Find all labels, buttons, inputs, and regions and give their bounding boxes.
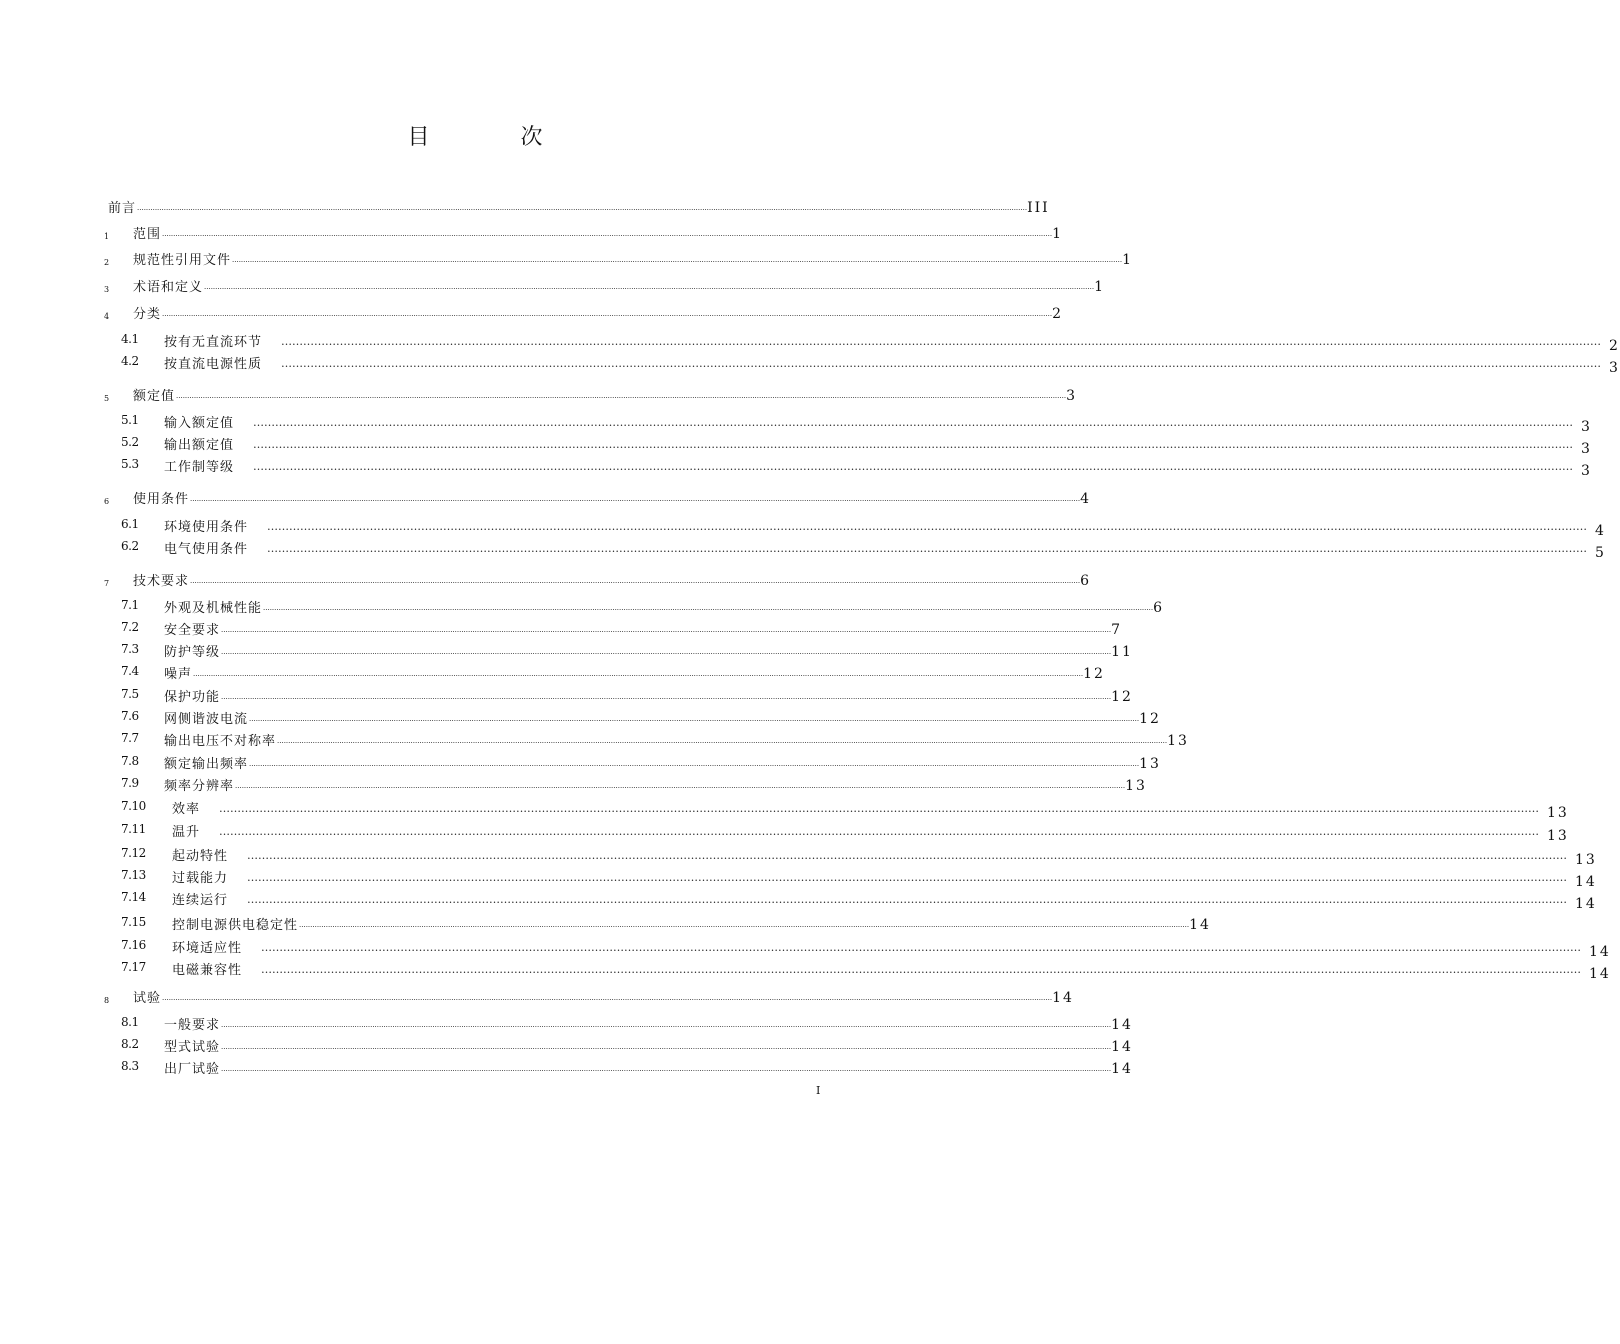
toc-entry[interactable] <box>0 275 1105 295</box>
toc-entry-number: 7.14 <box>121 890 146 904</box>
leader-dots: ……………………………………………………………………………………………………………………………………………………………………………………………………………………………………………………………………………………………………………………………… <box>247 871 1568 884</box>
leader-dots: ................................................................................................................................................................................................................................................................................................................................................................................................................ <box>249 760 1140 768</box>
toc-entry[interactable] <box>0 222 1063 242</box>
toc-entry-number: 6 <box>104 497 110 506</box>
toc-entry[interactable] <box>0 729 1189 749</box>
leader-dots: ................................................................................................................................................................................................................................................................................................................................................................................................................ <box>162 310 1053 318</box>
toc-entry-title: 控制电源供电稳定性 <box>172 918 299 933</box>
toc-entry[interactable] <box>0 1035 1133 1055</box>
toc-entry-title: 输出额定值 <box>164 438 235 453</box>
toc-entry-page: 13 <box>1547 828 1569 844</box>
leader-dots: ................................................................................................................................................................................................................................................................................................................................................................................................................ <box>221 626 1112 634</box>
toc-entry-page: 1 <box>1122 252 1133 268</box>
toc-entry-page: 14 <box>1111 1039 1133 1055</box>
leader-dots: ……………………………………………………………………………………………………………………………………………………………………………………………………………………………………………………………………………………………………………………………… <box>253 460 1574 473</box>
toc-entry[interactable] <box>0 774 1147 794</box>
toc-entry-number: 7.17 <box>121 960 146 974</box>
leader-dots: ................................................................................................................................................................................................................................................................................................................................................................................................................ <box>221 1021 1112 1029</box>
toc-entry[interactable] <box>0 866 1597 890</box>
toc-entry-page: 1 <box>1094 279 1105 295</box>
toc-entry-page: 14 <box>1589 944 1611 960</box>
leader-dots: ................................................................................................................................................................................................................................................................................................................................................................................................................ <box>249 715 1140 723</box>
toc-entry[interactable] <box>0 487 1091 507</box>
toc-entry-number: 4 <box>104 312 110 321</box>
toc-entry-title: 外观及机械性能 <box>164 601 263 616</box>
toc-entry[interactable] <box>0 537 1606 561</box>
toc-entry-title: 型式试验 <box>164 1040 221 1055</box>
toc-entry-number: 7.8 <box>121 754 139 768</box>
toc-entry[interactable] <box>0 596 1164 616</box>
toc-entry-title: 试验 <box>133 991 162 1006</box>
leader-dots: ................................................................................................................................................................................................................................................................................................................................................................................................................ <box>162 230 1053 238</box>
leader-dots: ……………………………………………………………………………………………………………………………………………………………………………………………………………………………………………………………………………………………………………………………… <box>253 416 1574 429</box>
leader-dots: ……………………………………………………………………………………………………………………………………………………………………………………………………………………………………………………………………………………………………………………………… <box>267 520 1588 533</box>
toc-entry[interactable] <box>0 662 1105 682</box>
toc-entry-title: 输入额定值 <box>164 416 235 431</box>
toc-entry-page: 14 <box>1111 1061 1133 1077</box>
toc-entry-number: 7.15 <box>121 915 146 929</box>
toc-entry-page: 5 <box>1595 545 1606 561</box>
toc-entry-title: 频率分辨率 <box>164 779 235 794</box>
toc-entry[interactable] <box>0 384 1077 404</box>
leader-dots: ................................................................................................................................................................................................................................................................................................................................................................................................................ <box>162 994 1053 1002</box>
toc-entry-page: 13 <box>1547 805 1569 821</box>
toc-entry-page: 2 <box>1052 306 1063 322</box>
toc-entry-page: 3 <box>1066 388 1077 404</box>
toc-entry-title: 保护功能 <box>164 690 221 705</box>
toc-entry-title: 分类 <box>133 307 162 322</box>
toc-entry-number: 8 <box>104 996 110 1005</box>
leader-dots: ................................................................................................................................................................................................................................................................................................................................................................................................................ <box>221 1065 1112 1073</box>
toc-entry-page: 14 <box>1189 917 1211 933</box>
toc-entry-page: 3 <box>1581 463 1592 479</box>
leader-dots: ……………………………………………………………………………………………………………………………………………………………………………………………………………………………………………………………………………………………………………………………… <box>247 849 1568 862</box>
toc-entry-number: 7 <box>104 579 110 588</box>
leader-dots: ................................................................................................................................................................................................................................................................................................................................................................................................................ <box>190 495 1081 503</box>
toc-entry[interactable] <box>0 515 1606 539</box>
toc-entry[interactable] <box>0 752 1161 772</box>
toc-entry-title: 一般要求 <box>164 1018 221 1033</box>
leader-dots: ……………………………………………………………………………………………………………………………………………………………………………………………………………………………………………………………………………………………………………………………… <box>253 438 1574 451</box>
toc-entry[interactable] <box>0 196 1050 216</box>
toc-entry[interactable] <box>0 248 1133 268</box>
toc-entry[interactable] <box>0 352 1620 376</box>
toc-entry-title: 规范性引用文件 <box>133 253 232 268</box>
toc-entry-title: 环境使用条件 <box>164 520 249 535</box>
leader-dots: ……………………………………………………………………………………………………………………………………………………………………………………………………………………………………………………………………………………………………………………………… <box>261 963 1582 976</box>
toc-entry-title: 电磁兼容性 <box>172 963 243 978</box>
toc-entry-number: 7.11 <box>121 822 146 836</box>
leader-dots: ................................................................................................................................................................................................................................................................................................................................................................................................................ <box>176 392 1067 400</box>
toc-entry-page: 11 <box>1111 644 1133 660</box>
toc-entry-page: 14 <box>1575 896 1597 912</box>
leader-dots: ................................................................................................................................................................................................................................................................................................................................................................................................................ <box>190 577 1081 585</box>
leader-dots: ……………………………………………………………………………………………………………………………………………………………………………………………………………………………………………………………………………………………………………………………… <box>261 941 1582 954</box>
toc-entry-title: 过载能力 <box>172 871 229 886</box>
toc-entry-page: 4 <box>1595 523 1606 539</box>
toc-entry-number: 5.3 <box>121 457 139 471</box>
leader-dots: ................................................................................................................................................................................................................................................................................................................................................................................................................ <box>232 256 1123 264</box>
toc-entry-page: 12 <box>1111 689 1133 705</box>
leader-dots: ................................................................................................................................................................................................................................................................................................................................................................................................................ <box>263 604 1154 612</box>
toc-entry-title: 防护等级 <box>164 645 221 660</box>
toc-entry-title: 网侧谐波电流 <box>164 712 249 727</box>
toc-entry[interactable] <box>0 569 1091 589</box>
toc-entry-number: 4.2 <box>121 354 139 368</box>
toc-entry[interactable] <box>0 820 1569 844</box>
leader-dots: ……………………………………………………………………………………………………………………………………………………………………………………………………………………………………………………………………………………………………………………………… <box>247 893 1568 906</box>
toc-entry-number: 6.2 <box>121 539 139 553</box>
toc-entry-number: 7.7 <box>121 731 139 745</box>
toc-entry[interactable] <box>0 302 1063 322</box>
toc-entry-page: 1 <box>1052 226 1063 242</box>
toc-entry-number: 8.2 <box>121 1037 139 1051</box>
toc-entry[interactable] <box>0 433 1592 457</box>
toc-entry-number: 7.13 <box>121 868 146 882</box>
leader-dots: ……………………………………………………………………………………………………………………………………………………………………………………………………………………………………………………………………………………………………………………………… <box>281 357 1602 370</box>
toc-entry[interactable] <box>0 888 1597 912</box>
toc-entry[interactable] <box>0 936 1611 960</box>
toc-entry-number: 6.1 <box>121 517 139 531</box>
toc-entry-title: 起动特性 <box>172 849 229 864</box>
toc-entry[interactable] <box>0 986 1074 1006</box>
toc-entry-title: 效率 <box>172 802 201 817</box>
toc-entry-number: 7.4 <box>121 664 139 678</box>
toc-entry-number: 7.3 <box>121 642 139 656</box>
toc-entry-number: 4.1 <box>121 332 139 346</box>
leader-dots: ................................................................................................................................................................................................................................................................................................................................................................................................................ <box>221 1043 1112 1051</box>
toc-entry[interactable] <box>0 640 1133 660</box>
toc-entry-title: 温升 <box>172 825 201 840</box>
toc-entry-page: 4 <box>1080 491 1091 507</box>
toc-entry-page: 12 <box>1083 666 1105 682</box>
toc-entry-title: 前言 <box>108 201 137 216</box>
leader-dots: ................................................................................................................................................................................................................................................................................................................................................................................................................ <box>204 283 1095 291</box>
page-number: I <box>816 1084 821 1097</box>
toc-entry-number: 2 <box>104 258 110 267</box>
page-title: 目 次 <box>407 125 585 150</box>
toc-entry-title: 按有无直流环节 <box>164 335 263 350</box>
toc-entry-title: 安全要求 <box>164 623 221 638</box>
toc-entry-page: 13 <box>1125 778 1147 794</box>
toc-entry-page: III <box>1027 200 1050 216</box>
leader-dots: ................................................................................................................................................................................................................................................................................................................................................................................................................ <box>299 921 1190 929</box>
leader-dots: ……………………………………………………………………………………………………………………………………………………………………………………………………………………………………………………………………………………………………………………………… <box>219 802 1540 815</box>
toc-entry-title: 额定值 <box>133 389 176 404</box>
toc-entry[interactable] <box>0 1057 1133 1077</box>
leader-dots: ……………………………………………………………………………………………………………………………………………………………………………………………………………………………………………………………………………………………………………………………… <box>219 825 1540 838</box>
toc-entry-number: 7.1 <box>121 598 139 612</box>
leader-dots: ................................................................................................................................................................................................................................................................................................................................................................................................................ <box>221 648 1112 656</box>
leader-dots: ……………………………………………………………………………………………………………………………………………………………………………………………………………………………………………………………………………………………………………………………… <box>281 335 1602 348</box>
leader-dots: ................................................................................................................................................................................................................................................................................................................................................................................................................ <box>221 693 1112 701</box>
toc-entry[interactable] <box>0 958 1611 982</box>
toc-entry-number: 5.1 <box>121 413 139 427</box>
toc-entry-title: 技术要求 <box>133 574 190 589</box>
toc-entry-title: 工作制等级 <box>164 460 235 475</box>
toc-entry-number: 7.2 <box>121 620 139 634</box>
toc-entry-number: 3 <box>104 285 110 294</box>
toc-entry-page: 14 <box>1052 990 1074 1006</box>
toc-entry[interactable] <box>0 844 1597 868</box>
toc-entry-title: 连续运行 <box>172 893 229 908</box>
toc-entry-page: 3 <box>1581 441 1592 457</box>
toc-entry-number: 8.3 <box>121 1059 139 1073</box>
toc-entry-title: 额定输出频率 <box>164 757 249 772</box>
toc-entry-title: 出厂试验 <box>164 1062 221 1077</box>
leader-dots: ................................................................................................................................................................................................................................................................................................................................................................................................................ <box>193 670 1084 678</box>
toc-entry-number: 7.10 <box>121 799 146 813</box>
toc-entry-number: 7.9 <box>121 776 139 790</box>
toc-entry-number: 1 <box>104 232 110 241</box>
toc-entry-page: 14 <box>1589 966 1611 982</box>
leader-dots: ……………………………………………………………………………………………………………………………………………………………………………………………………………………………………………………………………………………………………………………………… <box>267 542 1588 555</box>
leader-dots: ................................................................................................................................................................................................................................................................................................................................................................................................................ <box>277 737 1168 745</box>
leader-dots: ................................................................................................................................................................................................................................................................................................................................................................................................................ <box>235 782 1126 790</box>
toc-entry-page: 3 <box>1581 419 1592 435</box>
toc-entry-title: 使用条件 <box>133 492 190 507</box>
toc-entry-title: 按直流电源性质 <box>164 357 263 372</box>
leader-dots: ................................................................................................................................................................................................................................................................................................................................................................................................................ <box>137 204 1028 212</box>
toc-entry[interactable] <box>0 455 1592 479</box>
toc-entry-number: 7.5 <box>121 687 139 701</box>
toc-entry-title: 电气使用条件 <box>164 542 249 557</box>
toc-entry-page: 13 <box>1167 733 1189 749</box>
toc-entry-page: 13 <box>1139 756 1161 772</box>
toc-entry-title: 输出电压不对称率 <box>164 734 277 749</box>
toc-entry[interactable] <box>0 330 1620 354</box>
toc-entry[interactable] <box>0 618 1122 638</box>
toc-entry[interactable] <box>0 685 1133 705</box>
toc-entry-page: 3 <box>1609 360 1620 376</box>
toc-entry[interactable] <box>0 797 1569 821</box>
toc-entry-number: 5.2 <box>121 435 139 449</box>
toc-entry-number: 7.6 <box>121 709 139 723</box>
toc-entry-number: 8.1 <box>121 1015 139 1029</box>
toc-entry-title: 环境适应性 <box>172 941 243 956</box>
toc-entry[interactable] <box>0 411 1592 435</box>
toc-entry-number: 5 <box>104 394 110 403</box>
toc-entry-title: 术语和定义 <box>133 280 204 295</box>
toc-entry[interactable] <box>0 913 1211 933</box>
toc-entry[interactable] <box>0 1013 1133 1033</box>
toc-entry-page: 14 <box>1575 874 1597 890</box>
toc-entry-number: 7.16 <box>121 938 146 952</box>
toc-entry-title: 噪声 <box>164 667 193 682</box>
toc-entry[interactable] <box>0 707 1161 727</box>
toc-entry-page: 6 <box>1153 600 1164 616</box>
toc-entry-page: 7 <box>1111 622 1122 638</box>
toc-entry-page: 6 <box>1080 573 1091 589</box>
toc-entry-number: 7.12 <box>121 846 146 860</box>
toc-entry-page: 12 <box>1139 711 1161 727</box>
toc-entry-title: 范围 <box>133 227 162 242</box>
toc-entry-page: 2 <box>1609 338 1620 354</box>
toc-entry-page: 13 <box>1575 852 1597 868</box>
toc-entry-page: 14 <box>1111 1017 1133 1033</box>
